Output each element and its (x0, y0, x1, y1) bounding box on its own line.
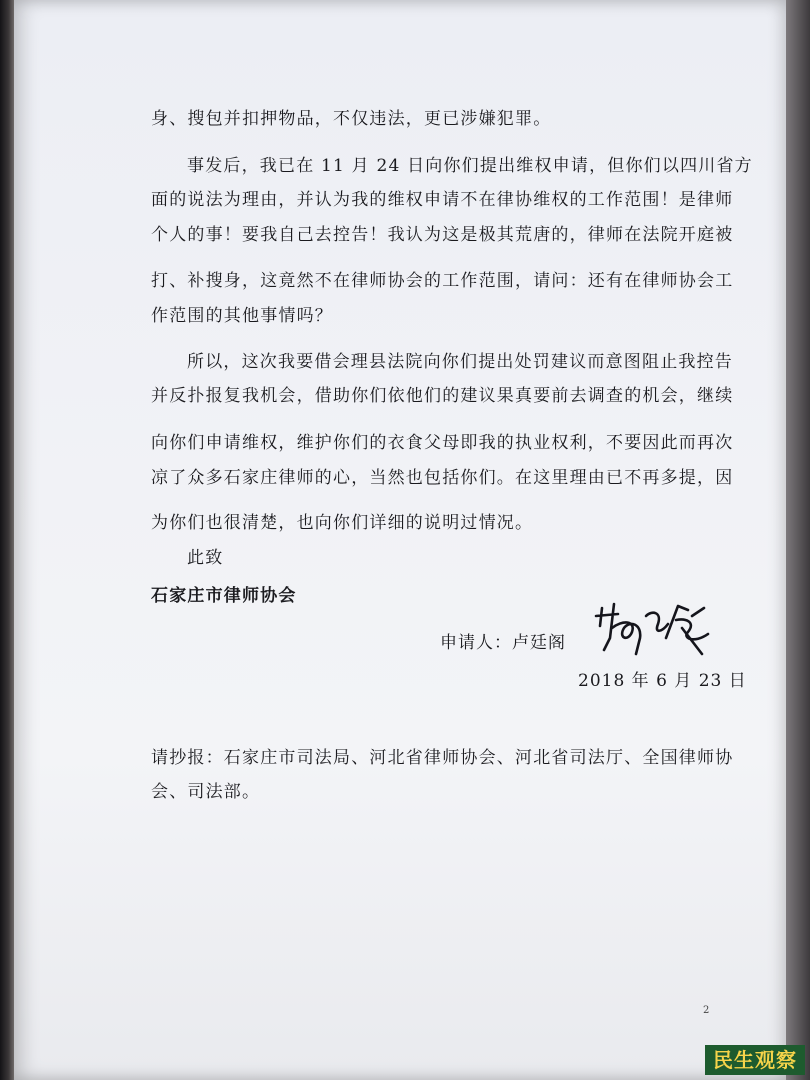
body-line: 凉了众多石家庄律师的心，当然也包括你们。在这里理由已不再多提，因 (151, 468, 734, 488)
body-line: 为你们也很清楚，也向你们详细的说明过情况。 (151, 513, 534, 533)
source-watermark: 民生观察 (705, 1045, 805, 1075)
body-line: 打、补搜身，这竟然不在律师协会的工作范围，请问：还有在律师协会工 (151, 271, 734, 291)
body-line: 并反扑报复我机会，借助你们依他们的建议果真要前去调查的机会，继续 (151, 386, 734, 406)
applicant-line: 申请人：卢廷阁 (440, 633, 566, 653)
body-line: 所以，这次我要借会理县法院向你们提出处罚建议而意图阻止我控告 (187, 352, 733, 372)
recipient-name: 石家庄市律师协会 (151, 586, 297, 606)
page-number: 2 (703, 1005, 710, 1016)
cc-line: 会、司法部。 (151, 782, 261, 802)
body-line: 面的说法为理由，并认为我的维权申请不在律协维权的工作范围！是律师 (151, 190, 734, 210)
body-line: 作范围的其他事情吗？ (151, 306, 333, 326)
handwritten-signature (592, 598, 714, 660)
closing-salutation: 此致 (187, 548, 224, 568)
date-line: 2018 年 6 月 23 日 (578, 671, 747, 691)
body-line: 事发后，我已在 11 月 24 日向你们提出维权申请，但你们以四川省方 (187, 156, 753, 176)
desk-background-left (0, 0, 14, 1080)
body-line: 个人的事！要我自己去控告！我认为这是极其荒唐的，律师在法院开庭被 (151, 225, 734, 245)
cc-line: 请抄报：石家庄市司法局、河北省律师协会、河北省司法厅、全国律师协 (151, 748, 734, 768)
body-line: 身、搜包并扣押物品，不仅违法，更已涉嫌犯罪。 (151, 109, 552, 129)
body-line: 向你们申请维权，维护你们的衣食父母即我的执业权利，不要因此而再次 (151, 433, 734, 453)
